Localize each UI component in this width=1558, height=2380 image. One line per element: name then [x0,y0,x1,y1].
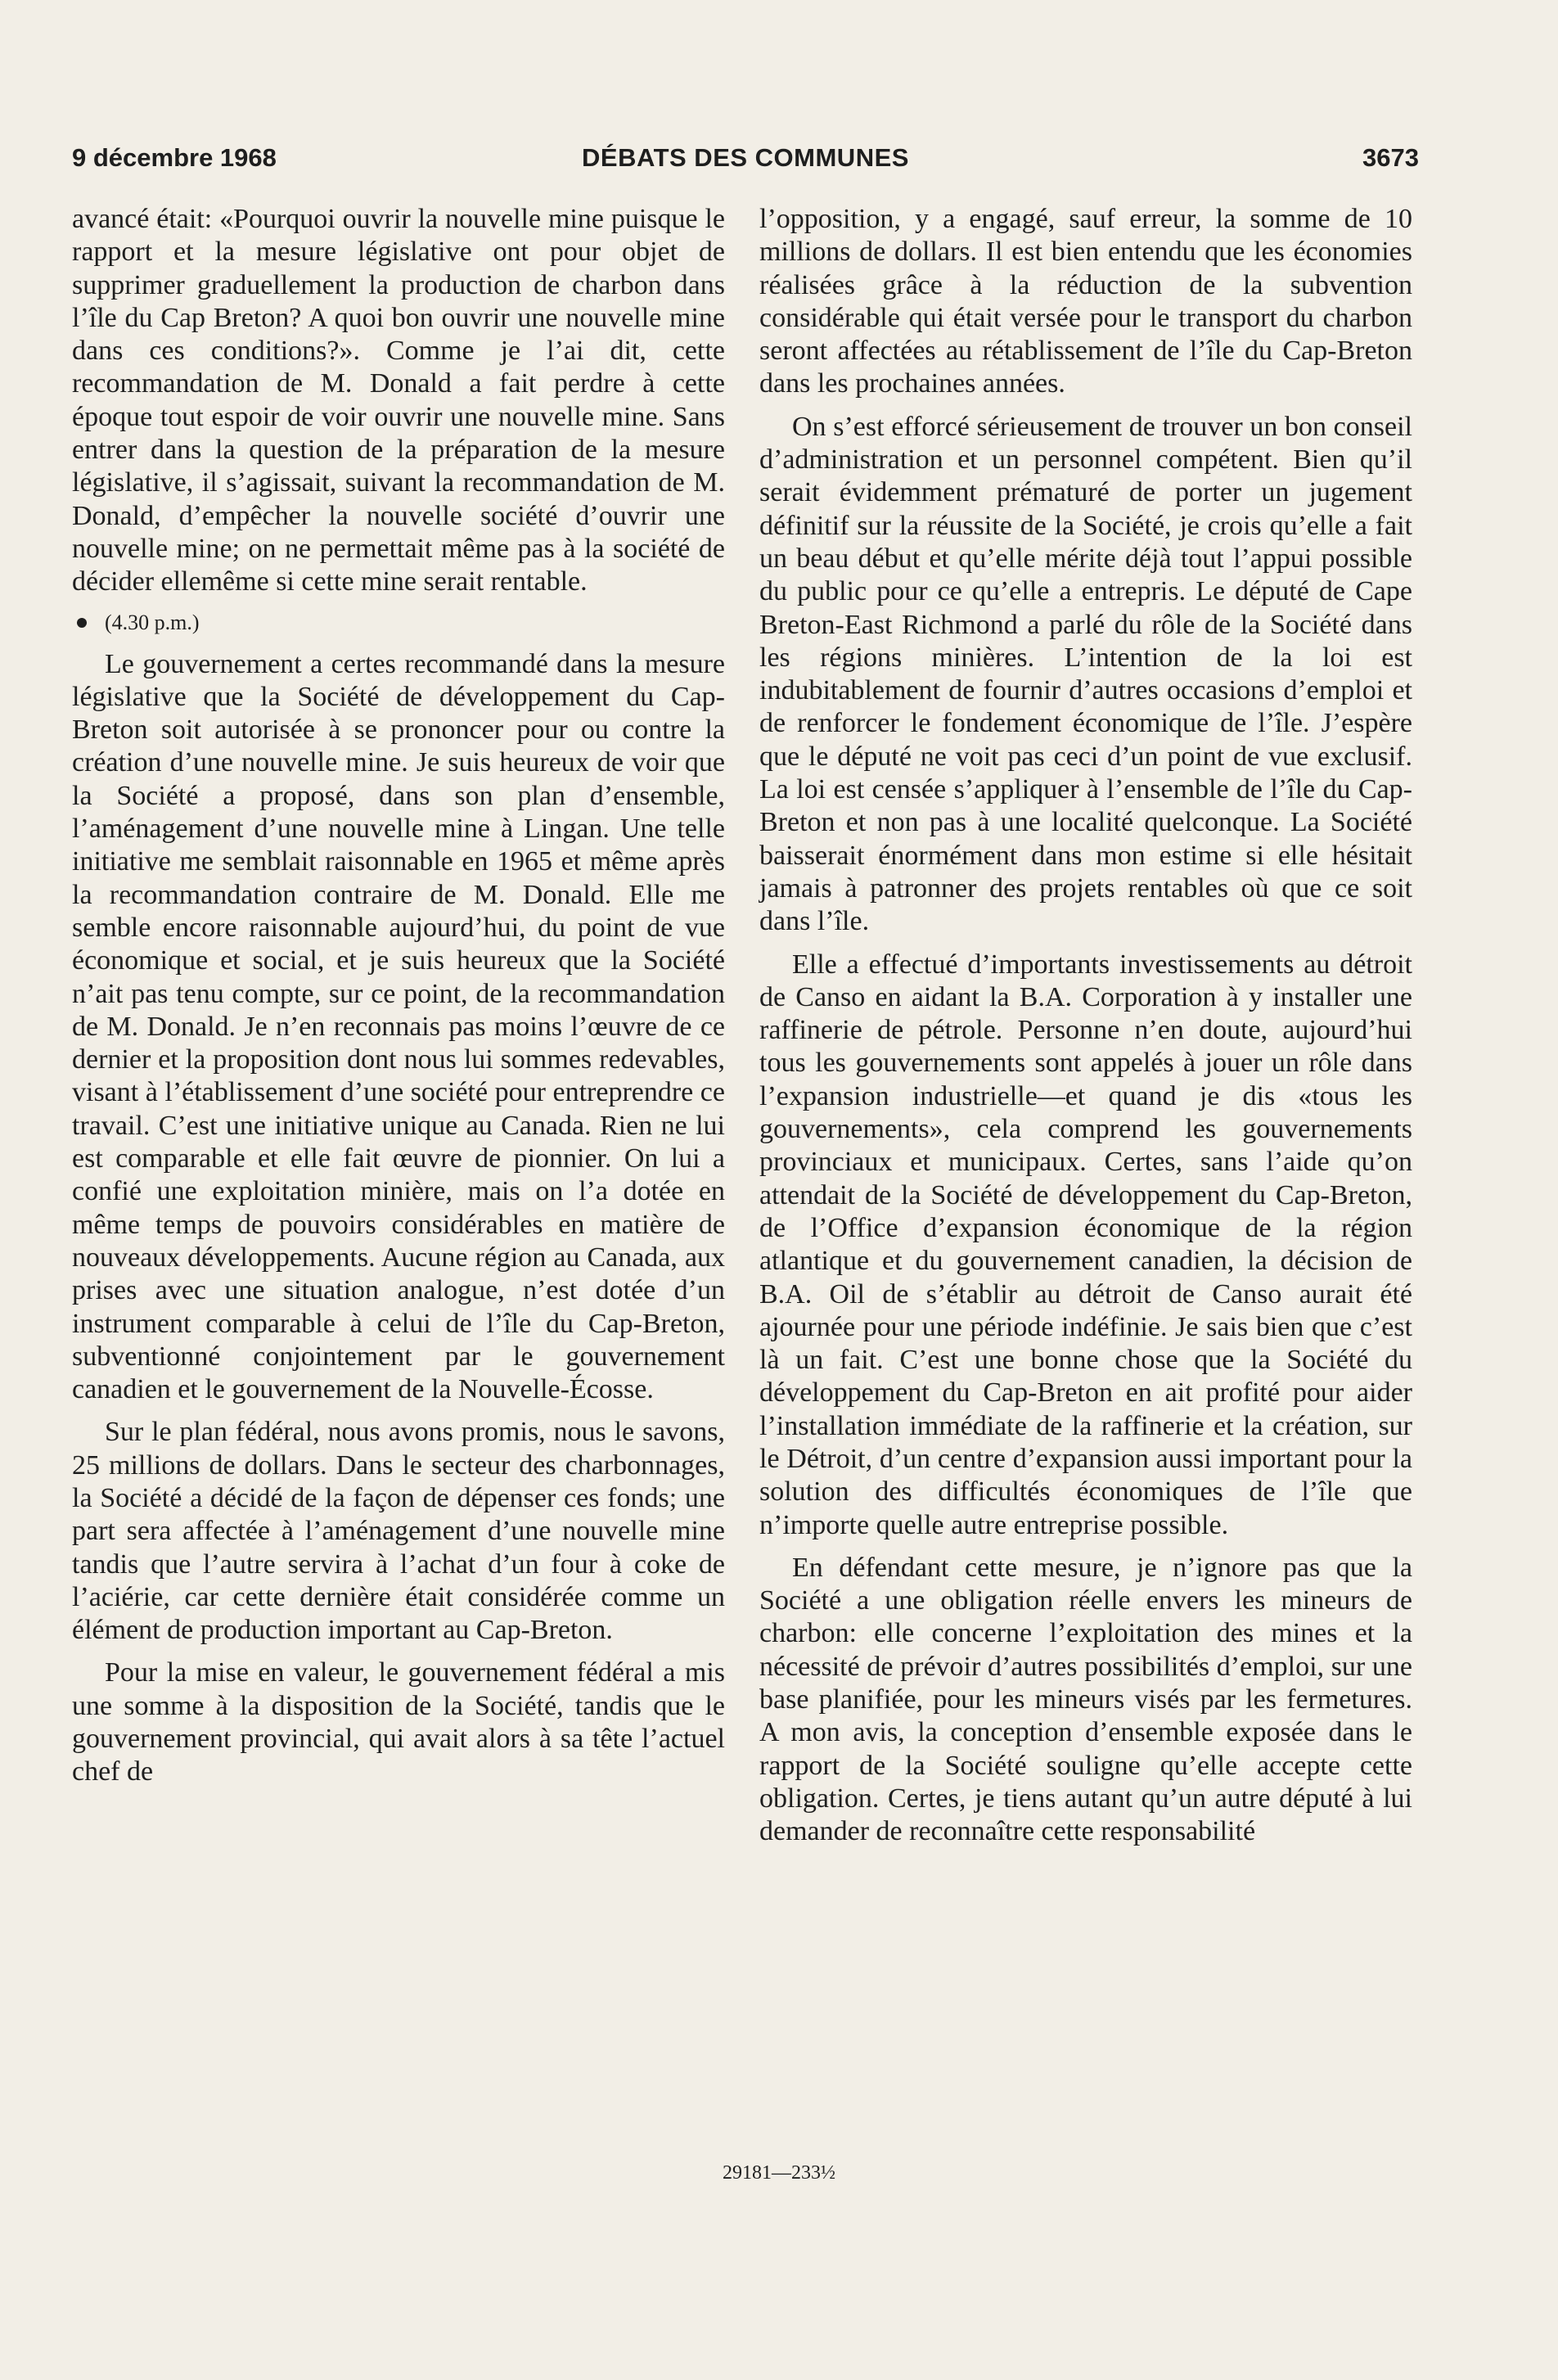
header-date: 9 décembre 1968 [72,143,277,172]
right-column [759,203,1412,1859]
paragraph: En défendant cette mesure, je n’ignore pas que la Société a une obligation réelle envers les mineurs de charbon: elle concerne l’exploitation des mines et la nécessité de prévoir d’autres possibilités d’emploi, sur une base planifiée, pour les mineurs visés par les fermetures. A mon avis, la conception d’ensemble exposée dans le rapport de la Société souligne qu’elle accepte cette obligation. Certes, je tiens autant qu’un autre député à lui demander de reconnaître cette responsabilité [759,1552,1412,1847]
paragraph: avancé était: «Pourquoi ouvrir la nouvelle mine puisque le rapport et la mesure législative ont pour objet de supprimer graduellement la production de charbon dans l’île du Cap Breton? A quoi bon ouvrir une nouvelle mine dans ces conditions?». Comme je l’ai dit, cette recommandation de M. Donald a fait perdre à cette époque tout espoir de voir ouvrir une nouvelle mine. Sans entrer dans la question de la préparation de la mesure législative, il s’agissait, suivant la recommandation de M. Donald, d’empêcher la nouvelle société d’ouvrir une nouvelle mine; on ne permettait même pas à la société de décider ellemême si cette mine serait rentable. [72,204,725,597]
page-header [72,139,1419,177]
left-column [72,203,725,1799]
header-title: DÉBATS DES COMMUNES [582,143,909,172]
paragraph: Sur le plan fédéral, nous avons promis, nous le savons, 25 millions de dollars. Dans le secteur des charbonnages, la Société a décidé de la façon de dépenser ces fonds; une part sera affectée à l’aménagement d’une nouvelle mine tandis que l’autre servira à l’achat d’un four à coke de l’aciérie, car cette dernière était considérée comme un élément de production important au Cap-Breton. [72,1417,725,1646]
time-marker-text: (4.30 p.m.) [105,610,200,634]
paragraph: Le gouvernement a certes recommandé dans la mesure législative que la Société de développement du Cap-Breton soit autorisée à se prononcer pour ou contre la création d’une nouvelle mine. Je suis heureux de voir que la Société a proposé, dans son plan d’ensemble, l’aménagement d’une nouvelle mine à Lingan. Une telle initiative me semblait raisonnable en 1965 et même après la recommandation contraire de M. Donald. Elle me semble encore raisonnable aujourd’hui, du point de vue économique et social, et je suis heureux que la Société n’ait pas tenu compte, sur ce point, de la recommandation de M. Donald. Je n’en reconnais pas moins l’œuvre de ce dernier et la proposition dont nous lui sommes redevables, visant à l’établissement d’une société pour entreprendre ce travail. C’est une initiative unique au Canada. Rien ne lui est comparable et elle fait œuvre de pionnier. On lui a confié une exploitation minière, mais on l’a dotée en même temps de pouvoirs considérables en matière de nouveaux développements. Aucune région au Canada, aux prises avec une situation analogue, n’est dotée d’un instrument comparable à celui de l’île du Cap-Breton, subventionné conjointement par le gouvernement canadien et le gouvernement de la Nouvelle-Écosse. [72,648,725,1405]
bullet-icon [77,618,87,628]
paragraph: Elle a effectué d’importants investissements au détroit de Canso en aidant la B.A. Corporation à y installer une raffinerie de pétrole. Personne n’en doute, aujourd’hui tous les gouvernements sont appelés à jouer un rôle dans l’expansion industrielle—et quand je dis «tous les gouvernements», cela comprend les gouvernements provinciaux et municipaux. Certes, sans l’aide qu’on attendait de la Société de développement du Cap-Breton, de l’Office d’expansion économique de la région atlantique et du gouvernement canadien, la décision de B.A. Oil de s’établir au détroit de Canso aurait été ajournée pour une période indéfinie. Je sais bien que c’est là un fait. C’est une bonne chose que la Société du développement du Cap-Breton en ait profité pour aider l’installation immédiate de la raffinerie et la création, sur le Détroit, d’un centre d’expansion aussi important pour la solution des difficultés économiques de l’île que n’importe quelle autre entreprise possible. [759,949,1412,1540]
paragraph: On s’est efforcé sérieusement de trouver un bon conseil d’administration et un personnel compétent. Bien qu’il serait évidemment prématuré de porter un jugement définitif sur la réussite de la Société, je crois qu’elle a fait un beau début et qu’elle mérite déjà tout l’appui possible du public pour ce qu’elle a entrepris. Le député de Cape Breton-East Richmond a parlé du rôle de la Société dans les régions minières. L’intention de la loi est indubitablement de fournir d’autres occasions d’emploi et de renforcer le fondement économique de l’île. J’espère que le député ne voit pas ceci d’un point de vue exclusif. La loi est censée s’appliquer à l’ensemble de l’île du Cap-Breton et non pas à une localité quelconque. La Société baisserait énormément dans mon estime si elle hésitait jamais à patronner des projets rentables où que ce soit dans l’île. [759,411,1412,937]
time-marker [72,609,725,637]
paragraph: Pour la mise en valeur, le gouvernement fédéral a mis une somme à la disposition de la Société, tandis que le gouvernement provincial, qui avait alors à sa tête l’actuel chef de [72,1657,725,1787]
page-footer-signature: 29181—233½ [723,2162,835,2184]
page-number: 3673 [1362,143,1419,172]
paragraph: l’opposition, y a engagé, sauf erreur, la somme de 10 millions de dollars. Il est bien entendu que les économies réalisées grâce à la réduction de la subvention considérable qui était versée pour le transport du charbon seront affectées au rétablissement de l’île du Cap-Breton dans les prochaines années. [759,204,1412,399]
